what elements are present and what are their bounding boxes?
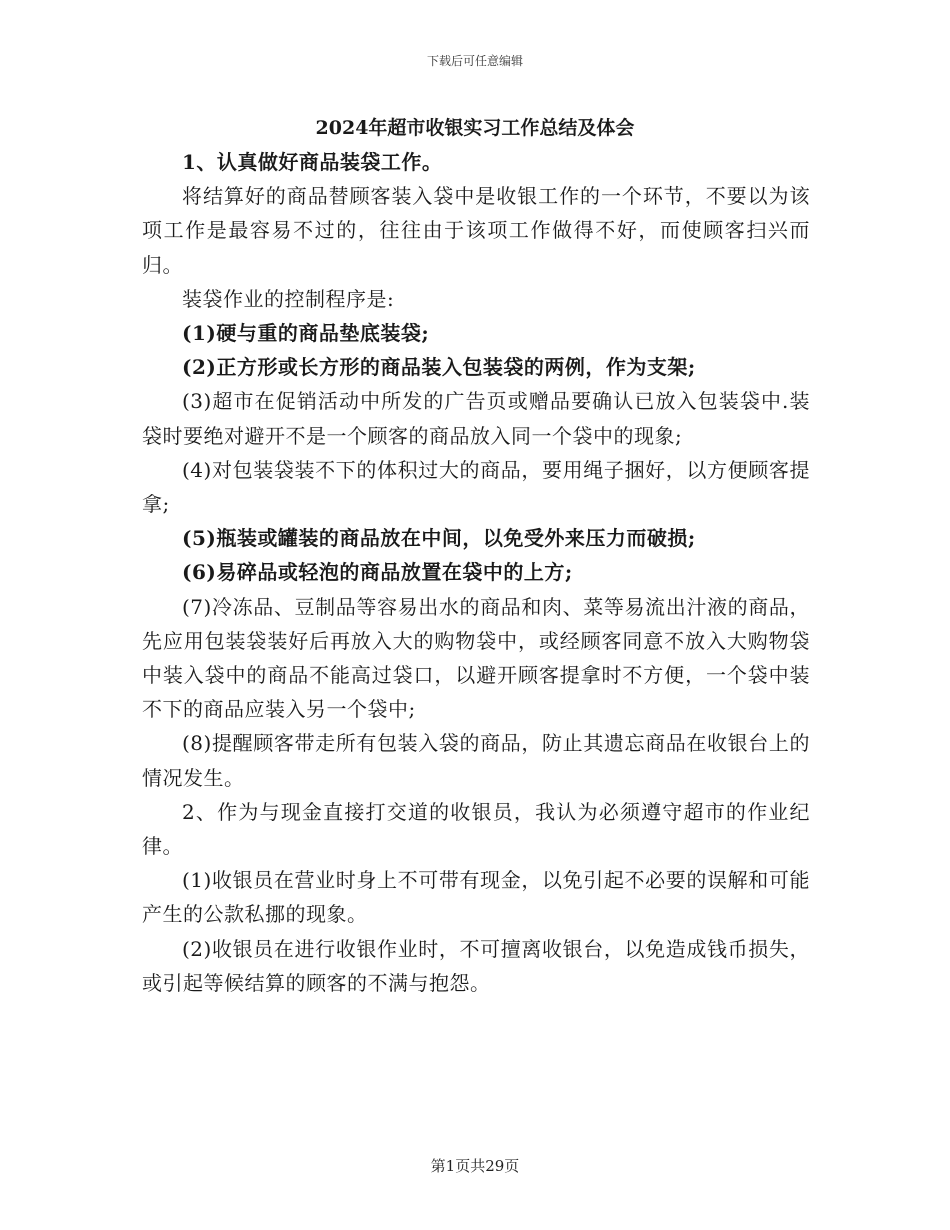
list-item: (5)瓶装或罐装的商品放在中间，以免受外来压力而破损; [182, 526, 696, 551]
list-item: (4)对包装袋装不下的体积过大的商品，要用绳子捆好，以方便顾客提拿; [142, 457, 810, 517]
header-note: 下载后可任意编辑 [426, 54, 523, 68]
list-item: (2)收银员在进行收银作业时，不可擅离收银台，以免造成钱币损失，或引起等候结算的顾客的不满与抱怨。 [142, 936, 810, 995]
list-item: (8)提醒顾客带走所有包装入袋的商品，防止其遗忘商品在收银台上的情况发生。 [142, 731, 810, 790]
paragraph: 将结算好的商品替顾客装入袋中是收银工作的一个环节，不要以为该项工作是最容易不过的，往往由于该项工作做得不好，而使顾客扫兴而归。 [142, 184, 810, 277]
section-heading-bagging: 1、认真做好商品装袋工作。 [182, 150, 443, 174]
list-item: (1)硬与重的商品垫底装袋; [182, 321, 430, 346]
document-title: 2024年超市收银实习工作总结及体会 [315, 117, 635, 139]
list-item: (3)超市在促销活动中所发的广告页或赠品要确认已放入包装袋中.装袋时要绝对避开不是一个顾客的商品放入同一个袋中的现象; [142, 389, 810, 448]
list-item: (2)正方形或长方形的商品装入包装袋的两例，作为支架; [182, 355, 696, 380]
list-item: (1)收银员在营业时身上不可带有现金，以免引起不必要的误解和可能产生的公款私挪的现象。 [142, 868, 810, 927]
document-body [142, 145, 810, 1000]
paragraph: 装袋作业的控制程序是: [182, 286, 395, 311]
page-number: 第1页共29页 [430, 1157, 520, 1175]
list-item: (6)易碎品或轻泡的商品放置在袋中的上方; [182, 560, 573, 585]
section-heading-discipline: 2、作为与现金直接打交道的收银员，我认为必须遵守超市的作业纪律。 [142, 799, 810, 859]
list-item: (7)冷冻品、豆制品等容易出水的商品和肉、菜等易流出汁液的商品，先应用包装袋装好后再放入大的购物袋中，或经顾客同意不放入大购物袋中装入袋中的商品不能高过袋口，以避开顾客提拿时不方便，一个袋中装不下的商品应装入另一个袋中; [142, 594, 810, 722]
